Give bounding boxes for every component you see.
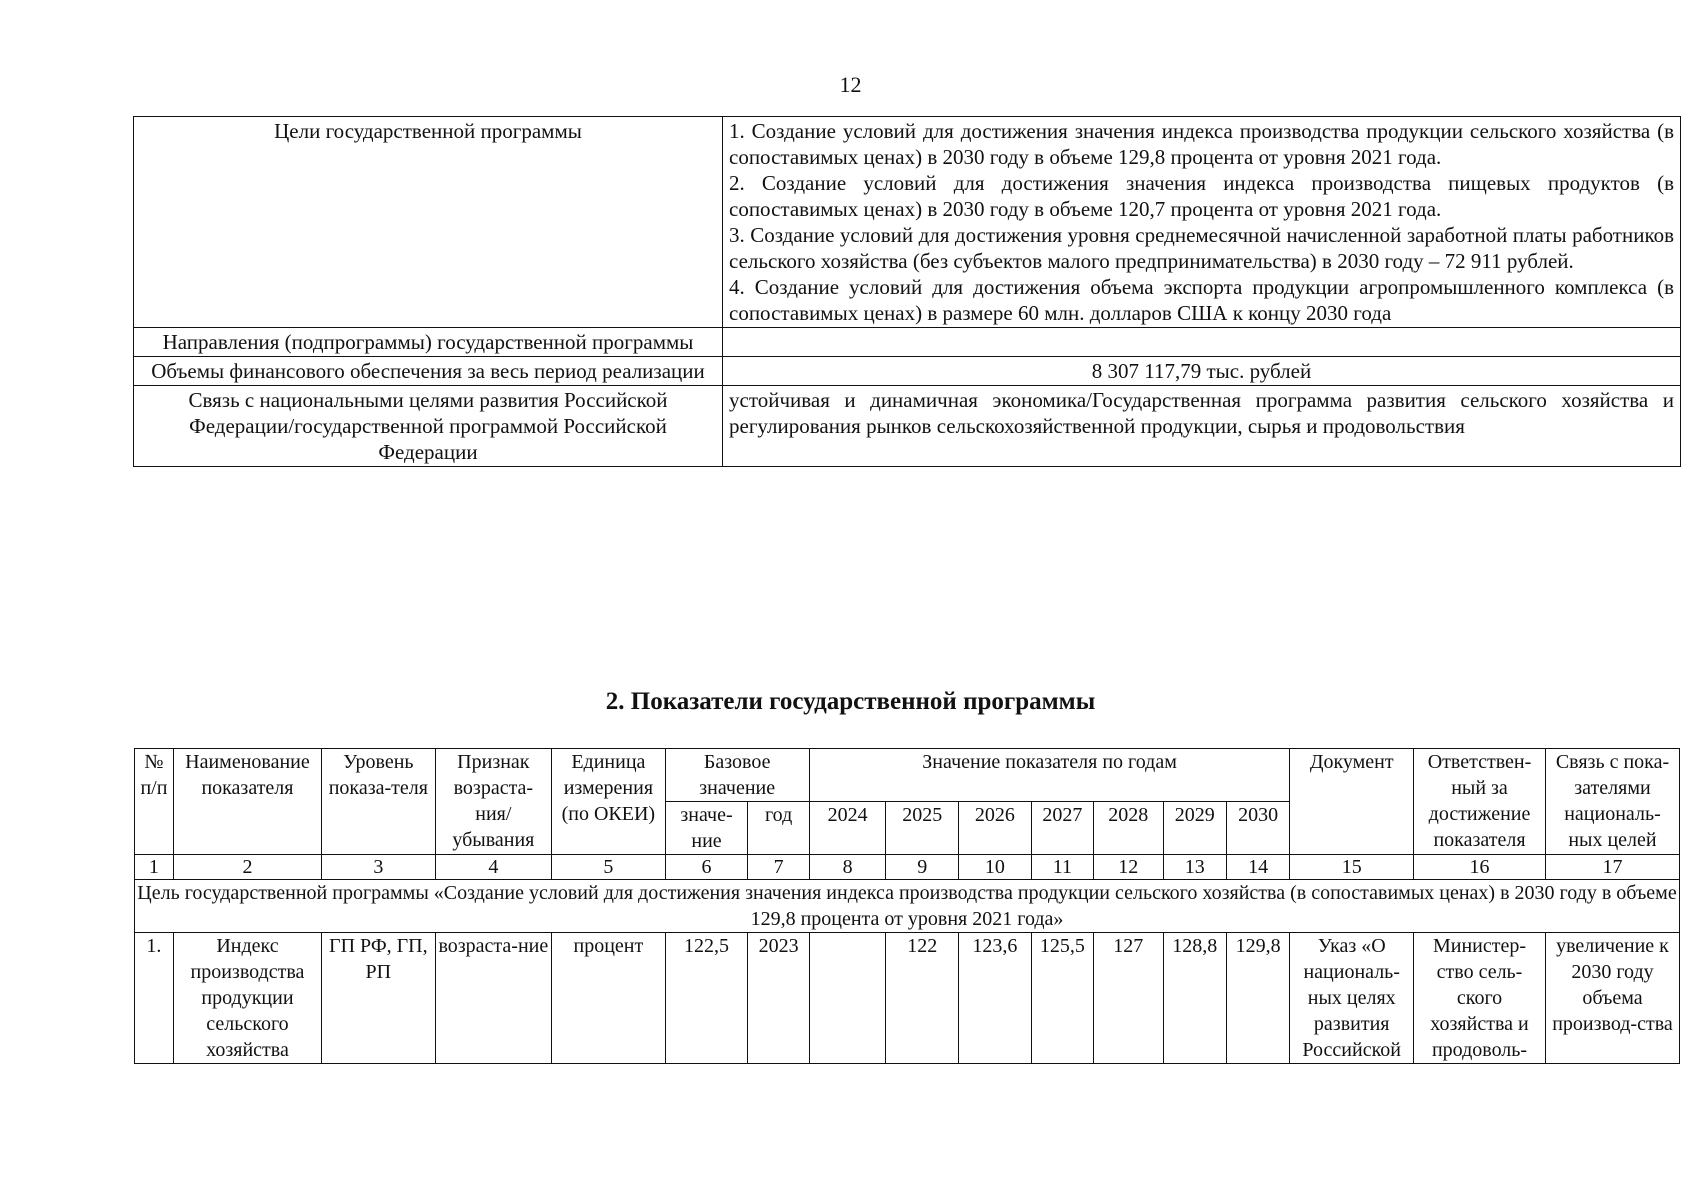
national-link-label: Связь с национальными целями развития Российской Федерации/государственной программой Российской Федерации bbox=[134, 386, 723, 467]
row-level: ГП РФ, ГП, РП bbox=[322, 933, 435, 1064]
page-number: 12 bbox=[839, 72, 862, 97]
row-document: Указ «О националь-ных целях развития Российской bbox=[1290, 933, 1414, 1064]
column-number: 10 bbox=[959, 855, 1032, 880]
column-number: 8 bbox=[809, 855, 886, 880]
passport-row-funding bbox=[134, 357, 1681, 386]
row-value-2024 bbox=[809, 933, 886, 1064]
goal-item: 2. Создание условий для достижения значения индекса производства пищевых продуктов (в сопоставимых ценах) в 2030 году в объеме 120,7 процента от уровня 2021 года. bbox=[729, 171, 1674, 221]
row-base-value: 122,5 bbox=[665, 933, 748, 1064]
goal-row-text: Цель государственной программы «Создание условий для достижения значения индекса производства продукции сельского хозяйства (в сопоставимых ценах) в 2030 году в объеме 129,8 процента от уровня 2021 года» bbox=[135, 880, 1680, 933]
row-base-year: 2023 bbox=[748, 933, 809, 1064]
column-number: 3 bbox=[322, 855, 435, 880]
table-row bbox=[135, 933, 1680, 1064]
goal-item: 3. Создание условий для достижения уровня среднемесячной начисленной заработной платы работников сельского хозяйства (без субъектов малого предпринимательства) в 2030 году – 72 911 рублей. bbox=[729, 223, 1674, 273]
row-value-2029: 128,8 bbox=[1163, 933, 1226, 1064]
row-value-2030: 129,8 bbox=[1226, 933, 1289, 1064]
row-name: Индекс производства продукции сельского хозяйства bbox=[173, 933, 321, 1064]
column-number-row bbox=[135, 855, 1680, 880]
row-value-2025: 122 bbox=[886, 933, 959, 1064]
passport-row-goals bbox=[134, 117, 1681, 328]
column-number: 4 bbox=[435, 855, 552, 880]
column-number: 2 bbox=[173, 855, 321, 880]
goal-item: 4. Создание условий для достижения объема экспорта продукции агропромышленного комплекса (в сопоставимых ценах) в размере 60 млн. долларов США к концу 2030 года bbox=[729, 275, 1674, 325]
header-num: № п/п bbox=[135, 749, 174, 855]
passport-row-national-link bbox=[134, 386, 1681, 467]
row-trend: возраста-ние bbox=[435, 933, 552, 1064]
header-base-value: значе-ние bbox=[665, 802, 748, 855]
header-years-group: Значение показателя по годам bbox=[809, 749, 1290, 802]
header-year: 2027 bbox=[1031, 802, 1093, 855]
row-national-link: увеличение к 2030 году объема производ-ства bbox=[1545, 933, 1679, 1064]
national-link-value: устойчивая и динамичная экономика/Государственная программа развития сельского хозяйства и регулирования рынков сельскохозяйственной продукции, сырья и продовольствия bbox=[723, 386, 1681, 467]
directions-label: Направления (подпрограммы) государственной программы bbox=[134, 328, 723, 357]
header-unit: Единица измерения (по ОКЕИ) bbox=[552, 749, 665, 855]
column-number: 7 bbox=[748, 855, 809, 880]
header-year: 2025 bbox=[886, 802, 959, 855]
column-number: 9 bbox=[886, 855, 959, 880]
goals-label: Цели государственной программы bbox=[134, 117, 723, 328]
column-number: 6 bbox=[665, 855, 748, 880]
column-number: 5 bbox=[552, 855, 665, 880]
column-number: 13 bbox=[1163, 855, 1226, 880]
column-number: 12 bbox=[1094, 855, 1164, 880]
header-year: 2029 bbox=[1163, 802, 1226, 855]
column-number: 1 bbox=[135, 855, 174, 880]
row-responsible: Министер-ство сель-ского хозяйства и продоволь- bbox=[1414, 933, 1546, 1064]
header-year: 2026 bbox=[959, 802, 1032, 855]
directions-value bbox=[723, 328, 1681, 357]
row-unit: процент bbox=[552, 933, 665, 1064]
header-document: Документ bbox=[1290, 749, 1414, 855]
header-name: Наименование показателя bbox=[173, 749, 321, 855]
section-title: 2. Показатели государственной программы bbox=[605, 688, 1096, 715]
funding-value: 8 307 117,79 тыс. рублей bbox=[723, 357, 1681, 386]
row-value-2027: 125,5 bbox=[1031, 933, 1093, 1064]
header-trend: Признак возраста-ния/ убывания bbox=[435, 749, 552, 855]
goal-row bbox=[135, 880, 1680, 933]
indicators-table bbox=[134, 748, 1680, 1064]
column-number: 15 bbox=[1290, 855, 1414, 880]
goal-item: 1. Создание условий для достижения значения индекса производства продукции сельского хозяйства (в сопоставимых ценах) в 2030 году в объеме 129,8 процента от уровня 2021 года. bbox=[729, 119, 1674, 169]
header-base: Базовое значение bbox=[665, 749, 809, 802]
column-number: 17 bbox=[1545, 855, 1679, 880]
row-value-2028: 127 bbox=[1094, 933, 1164, 1064]
program-passport-table bbox=[133, 116, 1681, 467]
header-level: Уровень показа-теля bbox=[322, 749, 435, 855]
header-base-year: год bbox=[748, 802, 809, 855]
column-number: 11 bbox=[1031, 855, 1093, 880]
column-number: 14 bbox=[1226, 855, 1289, 880]
passport-row-directions bbox=[134, 328, 1681, 357]
header-national-link: Связь с пока-зателями националь-ных целей bbox=[1545, 749, 1679, 855]
funding-label: Объемы финансового обеспечения за весь период реализации bbox=[134, 357, 723, 386]
header-year: 2030 bbox=[1226, 802, 1289, 855]
header-responsible: Ответствен-ный за достижение показателя bbox=[1414, 749, 1546, 855]
column-number: 16 bbox=[1414, 855, 1546, 880]
goals-value bbox=[723, 117, 1681, 328]
row-num: 1. bbox=[135, 933, 174, 1064]
row-value-2026: 123,6 bbox=[959, 933, 1032, 1064]
header-year: 2024 bbox=[809, 802, 886, 855]
indicators-header-row bbox=[135, 749, 1680, 802]
header-year: 2028 bbox=[1094, 802, 1164, 855]
